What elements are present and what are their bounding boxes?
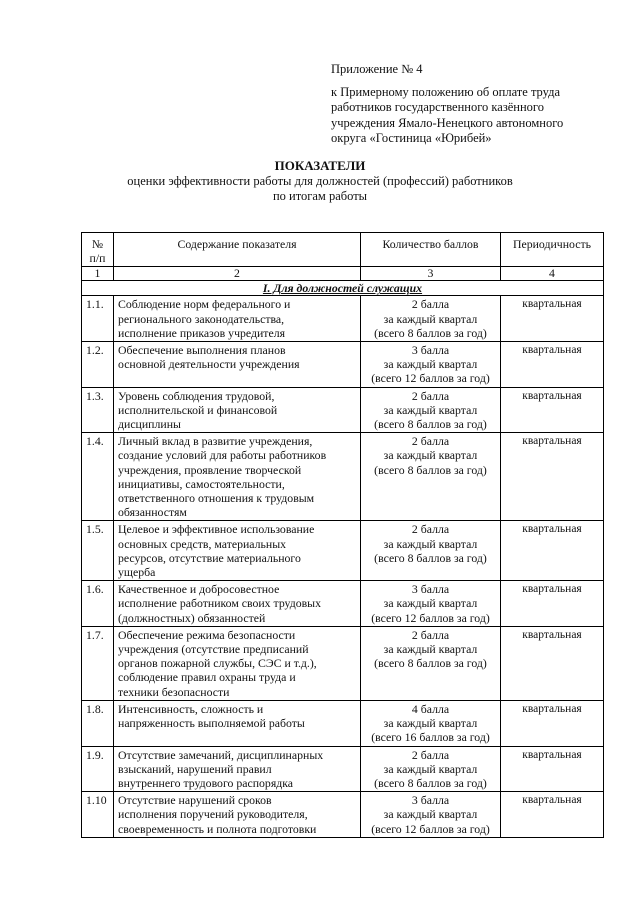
appendix-line: работников государственного казённого — [331, 100, 545, 114]
score-cell — [361, 521, 501, 581]
score-line: (всего 8 баллов за год) — [374, 325, 487, 340]
indicator-content-line: органов пожарной службы, СЭС и т.д.), — [118, 656, 317, 671]
score-line: (всего 8 баллов за год) — [374, 462, 487, 477]
score-line: 2 балла — [411, 522, 450, 537]
score-line: 3 балла — [411, 793, 450, 808]
appendix-block — [331, 62, 611, 147]
score-line: (всего 12 баллов за год) — [371, 610, 490, 625]
indicator-content — [114, 387, 361, 433]
score-line: за каждый квартал — [383, 761, 478, 776]
table-row — [82, 342, 604, 388]
table-row — [82, 626, 604, 700]
appendix-number: Приложение № 4 — [331, 62, 423, 76]
row-number: 1.9. — [82, 746, 114, 792]
indicator-content — [114, 746, 361, 792]
indicator-content — [114, 581, 361, 627]
indicator-content-line: Интенсивность, сложность и — [118, 701, 264, 716]
title-subline: оценки эффективности работы для должностей (профессий) работников — [127, 174, 513, 188]
score-line: (всего 8 баллов за год) — [374, 550, 487, 565]
header-num-line: п/п — [89, 251, 106, 266]
score-line: 3 балла — [411, 582, 450, 597]
indicator-content-line: напряженность выполняемой работы — [118, 716, 305, 731]
score-line: (всего 12 баллов за год) — [371, 371, 490, 386]
period-cell: квартальная — [501, 700, 604, 746]
indicator-content-line: своевременность и полнота подготовки — [118, 821, 317, 836]
score-line: за каждый квартал — [383, 448, 478, 463]
indicator-content-line: исполнение приказов учредителя — [118, 325, 286, 340]
document-title — [0, 158, 640, 204]
header-num-line: № — [91, 237, 104, 251]
indicator-content — [114, 296, 361, 342]
table-row — [82, 387, 604, 433]
indicator-content-line: создание условий для работы работников — [118, 448, 327, 463]
indicator-content-line: Уровень соблюдения трудовой, — [118, 388, 275, 403]
score-cell — [361, 700, 501, 746]
score-line: за каждый квартал — [383, 402, 478, 417]
indicator-content-line: дисциплины — [118, 417, 181, 432]
score-cell — [361, 626, 501, 700]
score-line: (всего 8 баллов за год) — [374, 775, 487, 790]
indicator-content-line: Обеспечение выполнения планов — [118, 343, 286, 358]
period-cell: квартальная — [501, 521, 604, 581]
score-line: за каждый квартал — [383, 716, 478, 731]
table-row — [82, 700, 604, 746]
row-number: 1.6. — [82, 581, 114, 627]
column-number: 2 — [114, 267, 361, 281]
indicator-content — [114, 342, 361, 388]
column-number: 1 — [82, 267, 114, 281]
row-number: 1.2. — [82, 342, 114, 388]
indicator-content — [114, 792, 361, 838]
score-line: 2 балла — [411, 747, 450, 762]
indicator-content-line: ресурсов, отсутствие материального — [118, 550, 301, 565]
indicator-content-line: Целевое и эффективное использование — [118, 522, 315, 537]
header-score: Количество баллов — [361, 233, 501, 267]
score-line: 2 балла — [411, 434, 450, 449]
indicator-content-line: регионального законодательства, — [118, 311, 285, 326]
header-content: Содержание показателя — [114, 233, 361, 267]
indicator-content-line: основной деятельности учреждения — [118, 357, 300, 372]
row-number: 1.8. — [82, 700, 114, 746]
score-line: (всего 8 баллов за год) — [374, 656, 487, 671]
indicator-content-line: учреждения, проявление творческой — [118, 462, 302, 477]
header-num — [82, 233, 114, 267]
score-line: за каждый квартал — [383, 807, 478, 822]
appendix-line: учреждения Ямало-Ненецкого автономного — [331, 115, 564, 130]
appendix-line: округа «Гостиница «Юрибей» — [331, 131, 492, 145]
indicator-content-line: обязанностям — [118, 505, 187, 520]
period-cell: квартальная — [501, 792, 604, 838]
score-line: за каждый квартал — [383, 311, 478, 326]
indicator-content-line: Соблюдение норм федерального и — [118, 297, 291, 312]
row-number: 1.3. — [82, 387, 114, 433]
indicator-content-line: Обеспечение режима безопасности — [118, 627, 296, 642]
score-line: 3 балла — [411, 343, 450, 358]
row-number: 1.4. — [82, 433, 114, 521]
score-line: 4 балла — [411, 701, 450, 716]
header-period: Периодичность — [501, 233, 604, 267]
indicator-content — [114, 700, 361, 746]
period-cell: квартальная — [501, 387, 604, 433]
row-number: 1.1. — [82, 296, 114, 342]
indicator-content-line: ответственного отношения к трудовым — [118, 491, 315, 506]
indicator-content — [114, 521, 361, 581]
score-line: (всего 8 баллов за год) — [374, 417, 487, 432]
table-row — [82, 433, 604, 521]
indicator-content-line: внутреннего трудового распорядка — [118, 775, 294, 790]
indicator-content-line: исполнительской и финансовой — [118, 402, 278, 417]
section-title: I. Для должностей служащих — [82, 281, 604, 296]
score-line: за каждый квартал — [383, 596, 478, 611]
indicator-content-line: Отсутствие нарушений сроков — [118, 793, 272, 808]
score-cell — [361, 581, 501, 627]
indicator-content — [114, 433, 361, 521]
score-cell — [361, 792, 501, 838]
indicator-content-line: Отсутствие замечаний, дисциплинарных — [118, 747, 324, 762]
score-line: 2 балла — [411, 388, 450, 403]
indicator-content-line: техники безопасности — [118, 684, 230, 699]
row-number: 1.10 — [82, 792, 114, 838]
score-line: 2 балла — [411, 627, 450, 642]
column-number: 4 — [501, 267, 604, 281]
row-number: 1.7. — [82, 626, 114, 700]
score-cell — [361, 387, 501, 433]
score-cell — [361, 433, 501, 521]
table-row — [82, 581, 604, 627]
indicator-content-line: основных средств, материальных — [118, 536, 287, 551]
score-line: за каждый квартал — [383, 357, 478, 372]
column-number: 3 — [361, 267, 501, 281]
indicator-content-line: взысканий, нарушений правил — [118, 761, 272, 776]
title-main: ПОКАЗАТЕЛИ — [274, 158, 366, 173]
indicators-table — [81, 232, 604, 838]
indicator-content-line: исполнения поручений руководителя, — [118, 807, 308, 822]
column-numbers-row — [82, 267, 604, 281]
score-line: (всего 16 баллов за год) — [371, 730, 490, 745]
section-row — [82, 281, 604, 296]
score-cell — [361, 342, 501, 388]
period-cell: квартальная — [501, 746, 604, 792]
score-cell — [361, 296, 501, 342]
indicator-content-line: Качественное и добросовестное — [118, 582, 280, 597]
appendix-line: к Примерному положению об оплате труда — [331, 84, 561, 99]
period-cell: квартальная — [501, 296, 604, 342]
table-header-row — [82, 233, 604, 267]
period-cell: квартальная — [501, 433, 604, 521]
indicator-content-line: Личный вклад в развитие учреждения, — [118, 434, 313, 449]
row-number: 1.5. — [82, 521, 114, 581]
table-row — [82, 792, 604, 838]
score-line: (всего 12 баллов за год) — [371, 821, 490, 836]
score-line: 2 балла — [411, 297, 450, 312]
period-cell: квартальная — [501, 581, 604, 627]
table-row — [82, 296, 604, 342]
period-cell: квартальная — [501, 342, 604, 388]
indicator-content-line: инициативы, самостоятельности, — [118, 476, 285, 491]
indicator-content-line: ущерба — [118, 565, 156, 580]
indicator-content-line: исполнение работником своих трудовых — [118, 596, 322, 611]
score-line: за каждый квартал — [383, 642, 478, 657]
indicator-content-line: соблюдение правил охраны труда и — [118, 670, 296, 685]
score-line: за каждый квартал — [383, 536, 478, 551]
indicator-content-line: учреждения (отсутствие предписаний — [118, 642, 309, 657]
period-cell: квартальная — [501, 626, 604, 700]
table-row — [82, 746, 604, 792]
table-row — [82, 521, 604, 581]
score-cell — [361, 746, 501, 792]
title-subline: по итогам работы — [272, 189, 368, 203]
indicator-content-line: (должностных) обязанностей — [118, 610, 266, 625]
indicator-content — [114, 626, 361, 700]
